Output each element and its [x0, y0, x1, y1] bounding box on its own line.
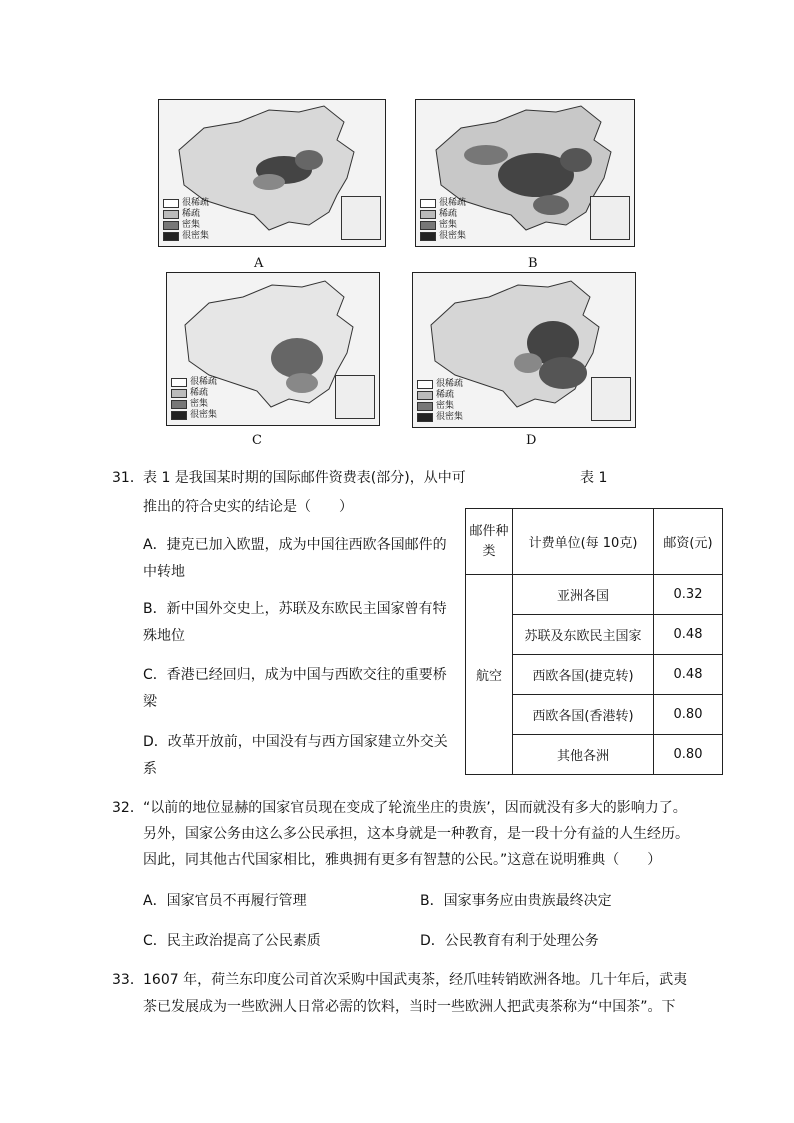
- header-mail-type: 邮件种类: [466, 509, 513, 575]
- header-unit: 计费单位(每 10克): [513, 509, 654, 575]
- row-fee: 0.32: [654, 575, 723, 615]
- row-unit: 西欧各国(香港转): [513, 695, 654, 735]
- south-sea-inset: [590, 196, 630, 240]
- row-fee: 0.80: [654, 735, 723, 775]
- q32-option-a: A．国家官员不再履行管理: [143, 893, 307, 909]
- row-unit: 西欧各国(捷克转): [513, 655, 654, 695]
- q32-line2: 另外，国家公务由这么多公民承担，这本身就是一种教育，是一段十分有益的人生经历。: [143, 826, 689, 842]
- q33-number: 33．: [112, 972, 144, 988]
- header-fee: 邮资(元): [654, 509, 723, 575]
- q33-line1: 1607 年，荷兰东印度公司首次采购中国武夷茶，经爪哇转销欧洲各地。几十年后，武夷: [143, 972, 688, 988]
- map-c-label: C: [252, 433, 262, 448]
- legend-b: 很稀疏 稀疏 密集 很密集: [420, 198, 466, 242]
- q32-line1: “以前的地位显赫的国家官员现在变成了轮流坐庄的贵族’，因而就没有多大的影响力了。: [143, 800, 687, 816]
- q31-option-b-line1: B．新中国外交史上，苏联及东欧民主国家曾有特: [143, 601, 447, 617]
- q31-number: 31．: [112, 470, 144, 486]
- row-fee: 0.48: [654, 615, 723, 655]
- q32-line3: 因此，同其他古代国家相比，雅典拥有更多有智慧的公民。”这意在说明雅典（ ）: [143, 852, 662, 868]
- q31-option-a-line2: 中转地: [143, 564, 185, 580]
- q31-option-a-line1: A．捷克已加入欧盟，成为中国往西欧各国邮件的: [143, 537, 447, 553]
- q32-number: 32．: [112, 800, 144, 816]
- q31-stem-line1: 表 1 是我国某时期的国际邮件资费表(部分)，从中可: [143, 470, 466, 486]
- map-b: [415, 99, 635, 247]
- table1-title: 表 1: [580, 470, 608, 486]
- south-sea-inset: [341, 196, 381, 240]
- q31-stem-line2: 推出的符合史实的结论是（ ）: [143, 499, 353, 515]
- q33-line2: 茶已发展成为一些欧洲人日常必需的饮料，当时一些欧洲人把武夷茶称为“中国茶”。下: [143, 999, 676, 1015]
- q32-option-d: D．公民教育有利于处理公务: [420, 933, 599, 949]
- row-unit: 亚洲各国: [513, 575, 654, 615]
- row-fee: 0.80: [654, 695, 723, 735]
- q31-option-d-line1: D．改革开放前，中国没有与西方国家建立外交关: [143, 734, 448, 750]
- q31-option-c-line1: C．香港已经回归，成为中国与西欧交往的重要桥: [143, 667, 447, 683]
- q31-option-c-line2: 梁: [143, 694, 157, 710]
- legend-d: 很稀疏 稀疏 密集 很密集: [417, 379, 463, 423]
- q32-option-c: C．民主政治提高了公民素质: [143, 933, 321, 949]
- map-b-label: B: [528, 256, 538, 271]
- row-unit: 其他各洲: [513, 735, 654, 775]
- map-a: [158, 99, 386, 247]
- south-sea-inset: [591, 377, 631, 421]
- q31-option-b-line2: 殊地位: [143, 628, 185, 644]
- row-unit: 苏联及东欧民主国家: [513, 615, 654, 655]
- q31-option-d-line2: 系: [143, 761, 157, 777]
- legend-a: 很稀疏 稀疏 密集 很密集: [163, 198, 209, 242]
- postage-table: [465, 508, 723, 775]
- legend-c: 很稀疏 稀疏 密集 很密集: [171, 377, 217, 421]
- map-a-label: A: [254, 256, 264, 271]
- map-d: [412, 272, 636, 428]
- category-air: 航空: [466, 575, 513, 775]
- row-fee: 0.48: [654, 655, 723, 695]
- q32-option-b: B．国家事务应由贵族最终决定: [420, 893, 612, 909]
- map-c: [166, 272, 380, 426]
- south-sea-inset: [335, 375, 375, 419]
- map-d-label: D: [526, 433, 537, 448]
